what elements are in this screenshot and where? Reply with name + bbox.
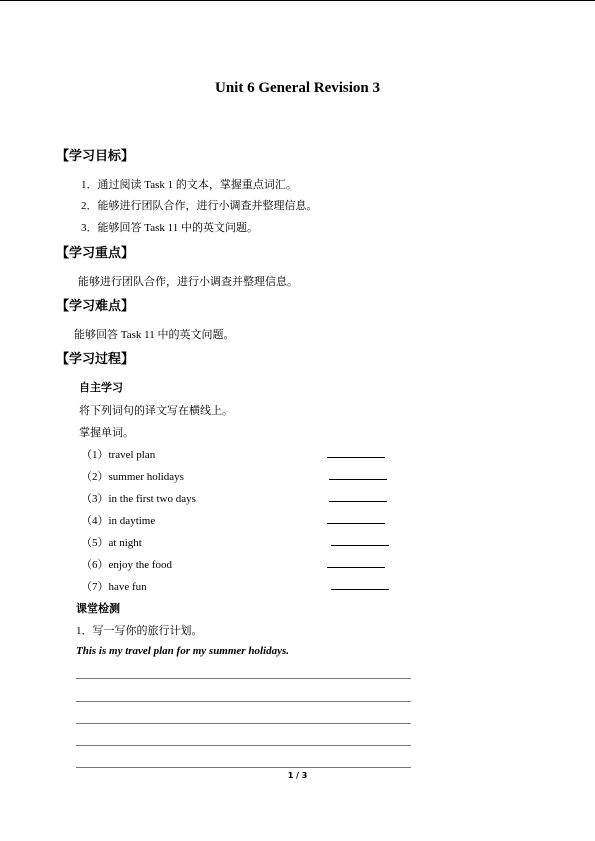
writing-line-3[interactable] <box>76 723 411 724</box>
key-points-text: 能够进行团队合作，进行小调查并整理信息。 <box>78 276 298 288</box>
example-sentence: This is my travel plan for my summer holidays. <box>76 645 289 657</box>
vocab-item-3: （3）in the first two days <box>81 493 196 505</box>
vocab-item-5: （5）at night <box>81 537 142 549</box>
page-number: 1 / 3 <box>287 771 308 780</box>
heading-difficulties: 【学习难点】 <box>56 299 135 314</box>
objective-item-3: 3．能够回答 Task 11 中的英文问题。 <box>81 222 258 234</box>
heading-objectives: 【学习目标】 <box>56 149 135 164</box>
answer-blank-3[interactable] <box>329 501 387 502</box>
self-study-label: 自主学习 <box>79 381 123 394</box>
answer-blank-2[interactable] <box>329 479 387 480</box>
objective-item-2: 2．能够进行团队合作，进行小调查并整理信息。 <box>81 200 318 212</box>
answer-blank-7[interactable] <box>331 589 389 590</box>
heading-key-points: 【学习重点】 <box>56 246 135 261</box>
top-border <box>0 0 595 1</box>
vocab-item-1: （1）travel plan <box>81 449 156 461</box>
vocab-item-7: （7）have fun <box>81 581 147 593</box>
difficulties-text: 能够回答 Task 11 中的英文问题。 <box>74 329 235 341</box>
answer-blank-5[interactable] <box>331 545 389 546</box>
task-1-prompt: 1．写一写你的旅行计划。 <box>76 625 203 637</box>
writing-line-5[interactable] <box>76 767 411 768</box>
writing-line-1[interactable] <box>76 678 411 679</box>
answer-blank-6[interactable] <box>327 567 385 568</box>
master-words-text: 掌握单词。 <box>79 427 134 439</box>
writing-line-2[interactable] <box>76 701 411 702</box>
instruction-text: 将下列词句的译文写在横线上。 <box>79 405 233 417</box>
objective-item-1: 1．通过阅读 Task 1 的文本，掌握重点词汇。 <box>81 179 297 191</box>
writing-line-4[interactable] <box>76 745 411 746</box>
page-title: Unit 6 General Revision 3 <box>215 80 380 96</box>
answer-blank-4[interactable] <box>327 523 385 524</box>
answer-blank-1[interactable] <box>327 457 385 458</box>
vocab-item-4: （4）in daytime <box>81 515 156 527</box>
heading-process: 【学习过程】 <box>56 352 135 367</box>
vocab-item-2: （2）summer holidays <box>81 471 184 483</box>
class-check-label: 课堂检测 <box>76 602 120 615</box>
vocab-item-6: （6）enjoy the food <box>81 559 173 571</box>
